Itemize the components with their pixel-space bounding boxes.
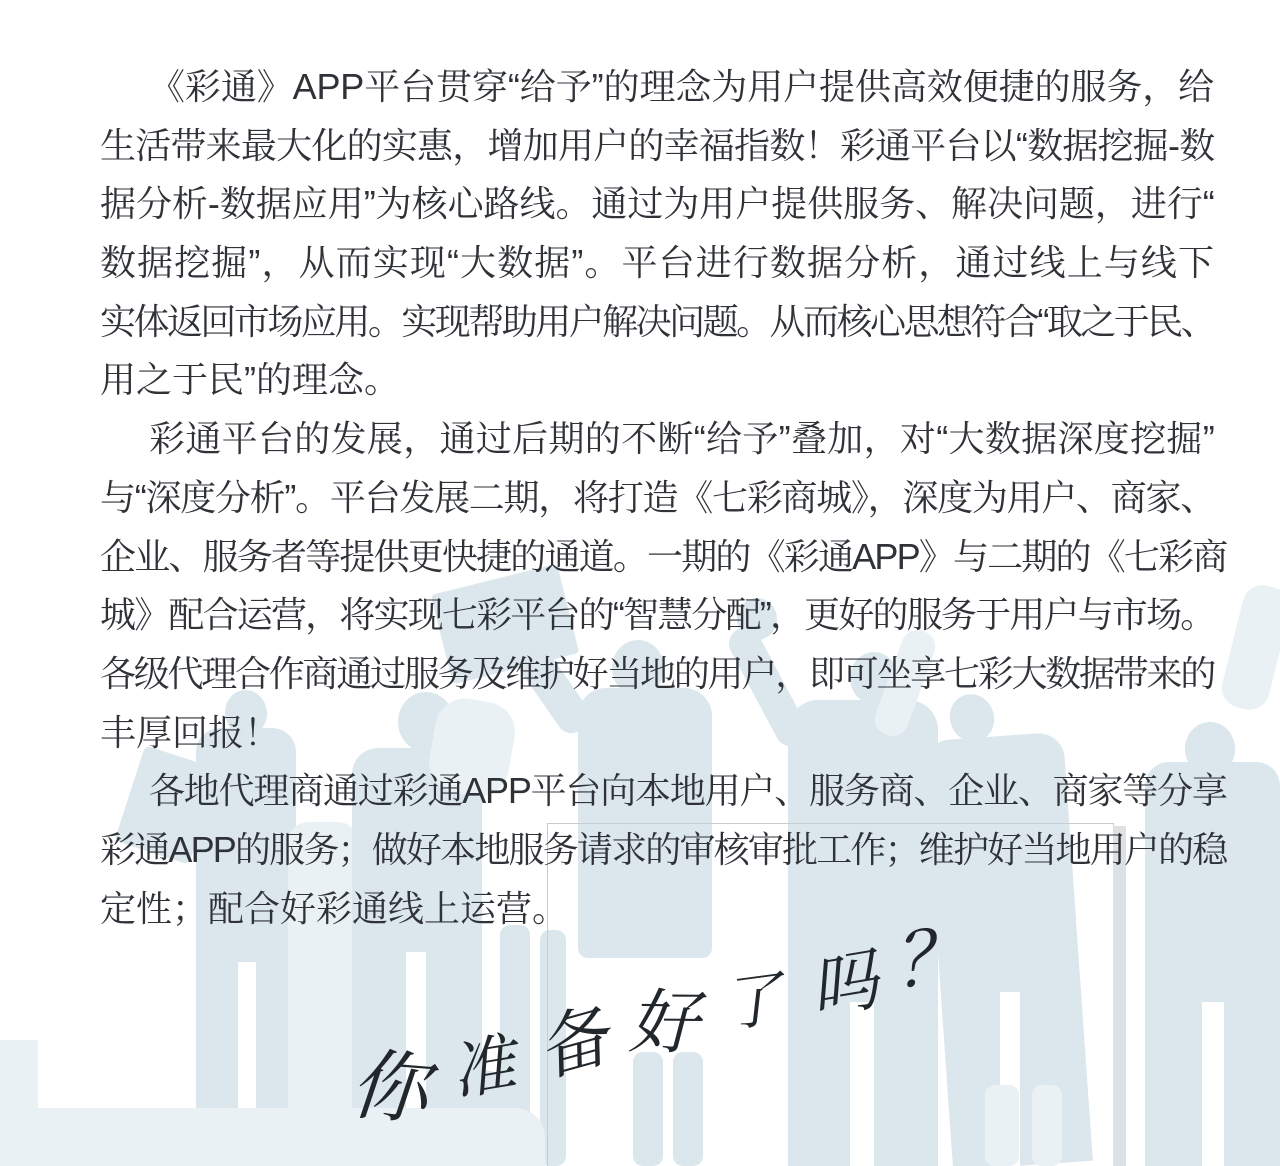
text-line: 城》配合运营，将实现七彩平台的“智慧分配”，更好的服务于用户与市场。 — [100, 594, 1214, 636]
text-line: 定性；配合好彩通线上运营。 — [100, 887, 569, 929]
text-line: 各地代理商通过彩通APP平台向本地用户、服务商、企业、商家等分享 — [149, 770, 1227, 812]
text-line: 与“深度分析”。平台发展二期，将打造《七彩商城》，深度为用户、商家、 — [100, 476, 1214, 518]
text-line: 彩通APP的服务；做好本地服务请求的审核审批工作；维护好当地用户的稳 — [100, 828, 1227, 870]
text-line: 用之于民”的理念。 — [100, 359, 400, 401]
text-line: 数据挖掘”，从而实现“大数据”。平台进行数据分析，通过线上与线下 — [100, 242, 1214, 284]
handwriting-char: 好 — [627, 983, 699, 1063]
text-line: 企业、服务者等提供更快捷的通道。一期的《彩通APP》与二期的《七彩商 — [100, 535, 1227, 577]
text-line: 各级代理合作商通过服务及维护好当地的用户，即可坐享七彩大数据带来的 — [100, 652, 1215, 694]
handwriting-char: 你 — [347, 1040, 432, 1135]
handwriting-char: 了 — [717, 964, 787, 1040]
text-line: 彩通平台的发展，通过后期的不断“给予”叠加，对“大数据深度挖掘” — [149, 418, 1214, 460]
handwriting-char: 准 — [445, 1026, 521, 1109]
text-line: 据分析-数据应用”为核心路线。通过为用户提供服务、解决问题，进行“ — [100, 183, 1214, 225]
silhouette-leg-gap — [1202, 1002, 1224, 1166]
body-text — [100, 58, 1227, 938]
silhouette-light-edge — [0, 1040, 38, 1166]
text-line: 实体返回市场应用。实现帮助用户解决问题。从而核心思想符合“取之于民、 — [100, 300, 1214, 342]
silhouette-light-arm — [1218, 581, 1280, 714]
text-line: 丰厚回报！ — [100, 711, 281, 753]
text-line: 《彩通》APP平台贯穿“给予”的理念为用户提供高效便捷的服务，给 — [149, 66, 1214, 107]
text-line: 生活带来最大化的实惠，增加用户的幸福指数！彩通平台以“数据挖掘-数 — [100, 124, 1214, 166]
handwriting-char: 备 — [528, 996, 618, 1091]
handwriting-char: ？ — [889, 913, 972, 1004]
handwriting-char: 吗 — [804, 941, 884, 1028]
